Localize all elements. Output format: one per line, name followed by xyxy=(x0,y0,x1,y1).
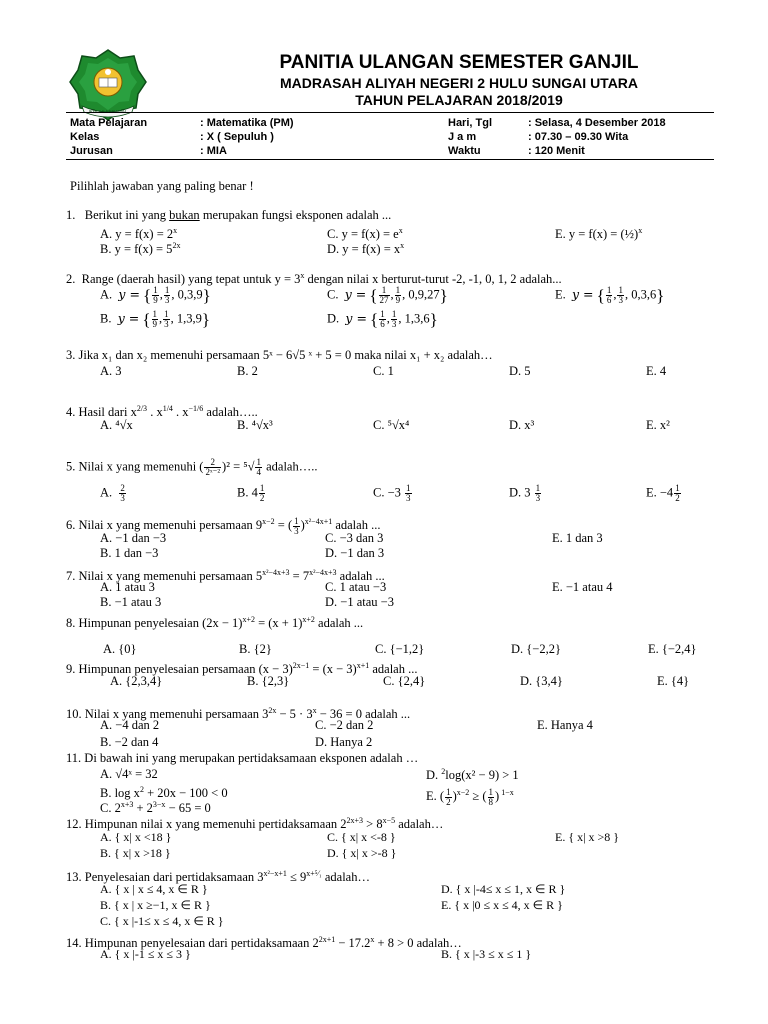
exam-committee-title: PANITIA ULANGAN SEMESTER GANJIL xyxy=(279,52,639,73)
q13-option-a: A. { x | x ≤ 4, x ∈ R } xyxy=(100,882,208,896)
q13-option-b: B. { x | x ≥−1, x ∈ R } xyxy=(100,898,211,912)
question-3: 3. Jika x₁ dan x₂ memenuhi persamaan 5ˣ − 6√5 ˣ + 5 = 0 maka nilai x₁ + x₂ adalah… xyxy=(66,348,493,362)
q9-option-e: E. {4} xyxy=(657,674,690,688)
q10-option-e: E. Hanya 4 xyxy=(537,718,593,732)
q12-option-d: D. { x| x >-8 } xyxy=(327,846,397,860)
q8-option-b: B. {2} xyxy=(239,642,272,656)
q12-option-b: B. { x| x >18 } xyxy=(100,846,171,860)
q9-option-a: A. {2,3,4} xyxy=(110,674,163,688)
q10-option-a: A. −4 dan 2 xyxy=(100,718,160,732)
info-value-class: : X ( Sepuluh ) xyxy=(200,131,274,143)
q11-option-b: B. $\log x^2 + 20x - 100 < 0$ xyxy=(100,785,228,800)
instruction-text: Pilihlah jawaban yang paling benar ! xyxy=(70,179,254,193)
question-12: 12. Himpunan nilai x yang memenuhi pertidaksamaan $2^{2x+3} > 8^{x-5}$ adalah… xyxy=(66,816,444,831)
q3-option-b: B. 2 xyxy=(237,364,258,378)
question-5: 5. Nilai x yang memenuhi ( $\frac{2}{\text{2ˣ⁻²}}$ )² = ⁵√ $\frac{1}{4}$ adalah….. xyxy=(66,457,318,477)
q2-option-b: B. y = { $\frac{1}{9}$ , $\frac{1}{3}$ , 1,3,9} xyxy=(100,309,211,329)
q6-option-d: D. −1 dan 3 xyxy=(325,546,385,560)
q12-option-a: A. { x| x <18 } xyxy=(100,830,172,844)
q12-option-e: E. { x| x >8 } xyxy=(555,830,620,844)
info-label-major: Jurusan xyxy=(70,145,113,157)
question-4: 4. Hasil dari $x^{2/3}$ . $x^{1/4}$ . $x^{-1/6}$ adalah….. xyxy=(66,404,258,419)
question-14: 14. Himpunan penyelesaian dari pertidaksamaan $2^{2x+1} - 17.2^x + 8 > 0$ adalah… xyxy=(66,935,462,950)
question-13: 13. Penyelesaian dari pertidaksamaan $3^{x^2-x+1} \le 9^{x+^5⁄_1}$ adalah… xyxy=(66,869,370,884)
question-6: 6. Nilai x yang memenuhi persamaan $9^{x-2}$ = ( $\frac{1}{3}$ )$^{x^2-4x+1}$ adalah ... xyxy=(66,515,381,536)
q2-option-c: C. y = { $\frac{1}{27}$ , $\frac{1}{9}$ , 0,9,27} xyxy=(327,285,448,305)
q4-option-a: A. ⁴√x xyxy=(100,418,133,432)
q5-option-e: E. −4 $\frac{1}{2}$ xyxy=(646,483,680,503)
header-divider-top xyxy=(66,112,714,113)
question-7: 7. Nilai x yang memenuhi persamaan $5^{x^2-4x+3} = 7^{x^2-4x+3}$ adalah ... xyxy=(66,568,385,583)
info-label-time: J a m xyxy=(448,131,477,143)
q7-option-c: C. 1 atau −3 xyxy=(325,580,387,594)
q2-option-e: E. y = { $\frac{1}{6}$ , $\frac{1}{3}$ , 0,3,6} xyxy=(555,285,665,305)
q14-option-b: B. { x |-3 ≤ x ≤ 1 } xyxy=(441,947,532,961)
question-9: 9. Himpunan penyelesaian persamaan $(x - 3)^{2x-1} = (x - 3)^{x+1}$ adalah ... xyxy=(66,661,418,676)
q6-option-b: B. 1 dan −3 xyxy=(100,546,159,560)
q11-option-d: D. $^2$log(x² − 9) > 1 xyxy=(426,767,519,782)
q13-option-d: D. { x |-4≤ x ≤ 1, x ∈ R } xyxy=(441,882,566,896)
question-2: 2. Range (daerah hasil) yang tepat untuk $y = 3^x$ dengan nilai x berturut-turut -2, -1, 0, 1, 2 adalah... xyxy=(66,271,562,286)
q3-option-c: C. 1 xyxy=(373,364,394,378)
q10-option-b: B. −2 dan 4 xyxy=(100,735,159,749)
q13-option-c: C. { x |-1≤ x ≤ 4, x ∈ R } xyxy=(100,914,224,928)
info-label-duration: Waktu xyxy=(448,145,481,157)
q6-option-e: E. 1 dan 3 xyxy=(552,531,603,545)
q2-option-d: D. y = { $\frac{1}{6}$ , $\frac{1}{3}$ , 1,3,6} xyxy=(327,309,438,329)
q2-option-a: A. y = { $\frac{1}{9}$ , $\frac{1}{3}$ , 0,3,9} xyxy=(100,285,211,305)
info-value-major: : MIA xyxy=(200,145,227,157)
question-11: 11. Di bawah ini yang merupakan pertidaksamaan eksponen adalah … xyxy=(66,751,419,765)
school-name: MADRASAH ALIYAH NEGERI 2 HULU SUNGAI UTARA xyxy=(279,75,639,91)
info-value-subject: : Matematika (PM) xyxy=(200,117,294,129)
q6-option-c: C. −3 dan 3 xyxy=(325,531,384,545)
q3-option-a: A. 3 xyxy=(100,364,122,378)
q7-option-a: A. 1 atau 3 xyxy=(100,580,155,594)
q9-option-d: D. {3,4} xyxy=(520,674,563,688)
q4-option-c: C. ⁵√x⁴ xyxy=(373,418,410,432)
q7-option-b: B. −1 atau 3 xyxy=(100,595,162,609)
q10-option-d: D. Hanya 2 xyxy=(315,735,373,749)
q13-option-e: E. { x |0 ≤ x ≤ 4, x ∈ R } xyxy=(441,898,563,912)
q3-option-d: D. 5 xyxy=(509,364,531,378)
q9-option-b: B. {2,3} xyxy=(247,674,290,688)
q9-option-c: C. {2,4} xyxy=(383,674,426,688)
info-value-time: : 07.30 – 09.30 Wita xyxy=(528,131,629,143)
q8-option-e: E. {−2,4} xyxy=(648,642,697,656)
header-divider-bottom xyxy=(66,159,714,160)
q1-option-c: C. $y = f(x) = e^x$ xyxy=(327,226,403,241)
q5-option-b: B. 4 $\frac{1}{2}$ xyxy=(237,483,265,503)
q1-option-a: A. $y = f(x) = 2^x$ xyxy=(100,226,178,241)
q4-option-e: E. x² xyxy=(646,418,670,432)
q1-option-d: D. $y = f(x) = x^x$ xyxy=(327,241,405,256)
q4-option-d: D. x³ xyxy=(509,418,535,432)
q11-option-c: C. $2^{x+3} + 2^{3-x} - 65 = 0$ xyxy=(100,800,211,815)
q8-option-d: D. {−2,2} xyxy=(511,642,561,656)
q11-option-a: A. √4ˣ = 32 xyxy=(100,767,158,781)
q11-option-e: E. ( $\frac{1}{2}$ )$^{x-2}$ ≥ ( $\frac{1}{8}$ ) $^{1-x}$ xyxy=(426,786,514,807)
question-1: 1. Berikut ini yang bukan merupakan fungsi eksponen adalah ... xyxy=(66,208,392,222)
q5-option-c: C. −3 $\frac{1}{3}$ xyxy=(373,483,411,503)
q10-option-c: C. −2 dan 2 xyxy=(315,718,374,732)
q4-option-b: B. ⁴√x³ xyxy=(237,418,273,432)
question-8: 8. Himpunan penyelesaian $(2x - 1)^{x+2} = (x + 1)^{x+2}$ adalah ... xyxy=(66,615,364,630)
academic-year: TAHUN PELAJARAN 2018/2019 xyxy=(355,92,563,108)
info-value-duration: : 120 Menit xyxy=(528,145,585,157)
q3-option-e: E. 4 xyxy=(646,364,667,378)
q7-option-e: E. −1 atau 4 xyxy=(552,580,613,594)
q7-option-d: D. −1 atau −3 xyxy=(325,595,394,609)
info-value-date: : Selasa, 4 Desember 2018 xyxy=(528,117,666,129)
q1-option-b: B. $y = f(x) = 5^{2x}$ xyxy=(100,241,181,256)
info-label-date: Hari, Tgl xyxy=(448,117,493,129)
q12-option-c: C. { x| x <-8 } xyxy=(327,830,396,844)
q1-option-e: E. y = f(x) = (½)$^x$ xyxy=(555,226,643,241)
question-10: 10. Nilai x yang memenuhi persamaan $3^{2x} - 5 \cdot 3^x - 36 = 0$ adalah ... xyxy=(66,706,411,721)
q5-option-d: D. 3 $\frac{1}{3}$ xyxy=(509,483,541,503)
q8-option-a: A. {0} xyxy=(103,642,137,656)
q5-option-a: A. $\frac{2}{3}$ xyxy=(100,483,125,503)
info-label-subject: Mata Pelajaran xyxy=(70,117,148,129)
info-label-class: Kelas xyxy=(70,131,100,143)
q6-option-a: A. −1 dan −3 xyxy=(100,531,167,545)
q8-option-c: C. {−1,2} xyxy=(375,642,425,656)
q14-option-a: A. { x |-1 ≤ x ≤ 3 } xyxy=(100,947,191,961)
ministry-of-religious-affairs-logo-icon xyxy=(68,48,148,122)
